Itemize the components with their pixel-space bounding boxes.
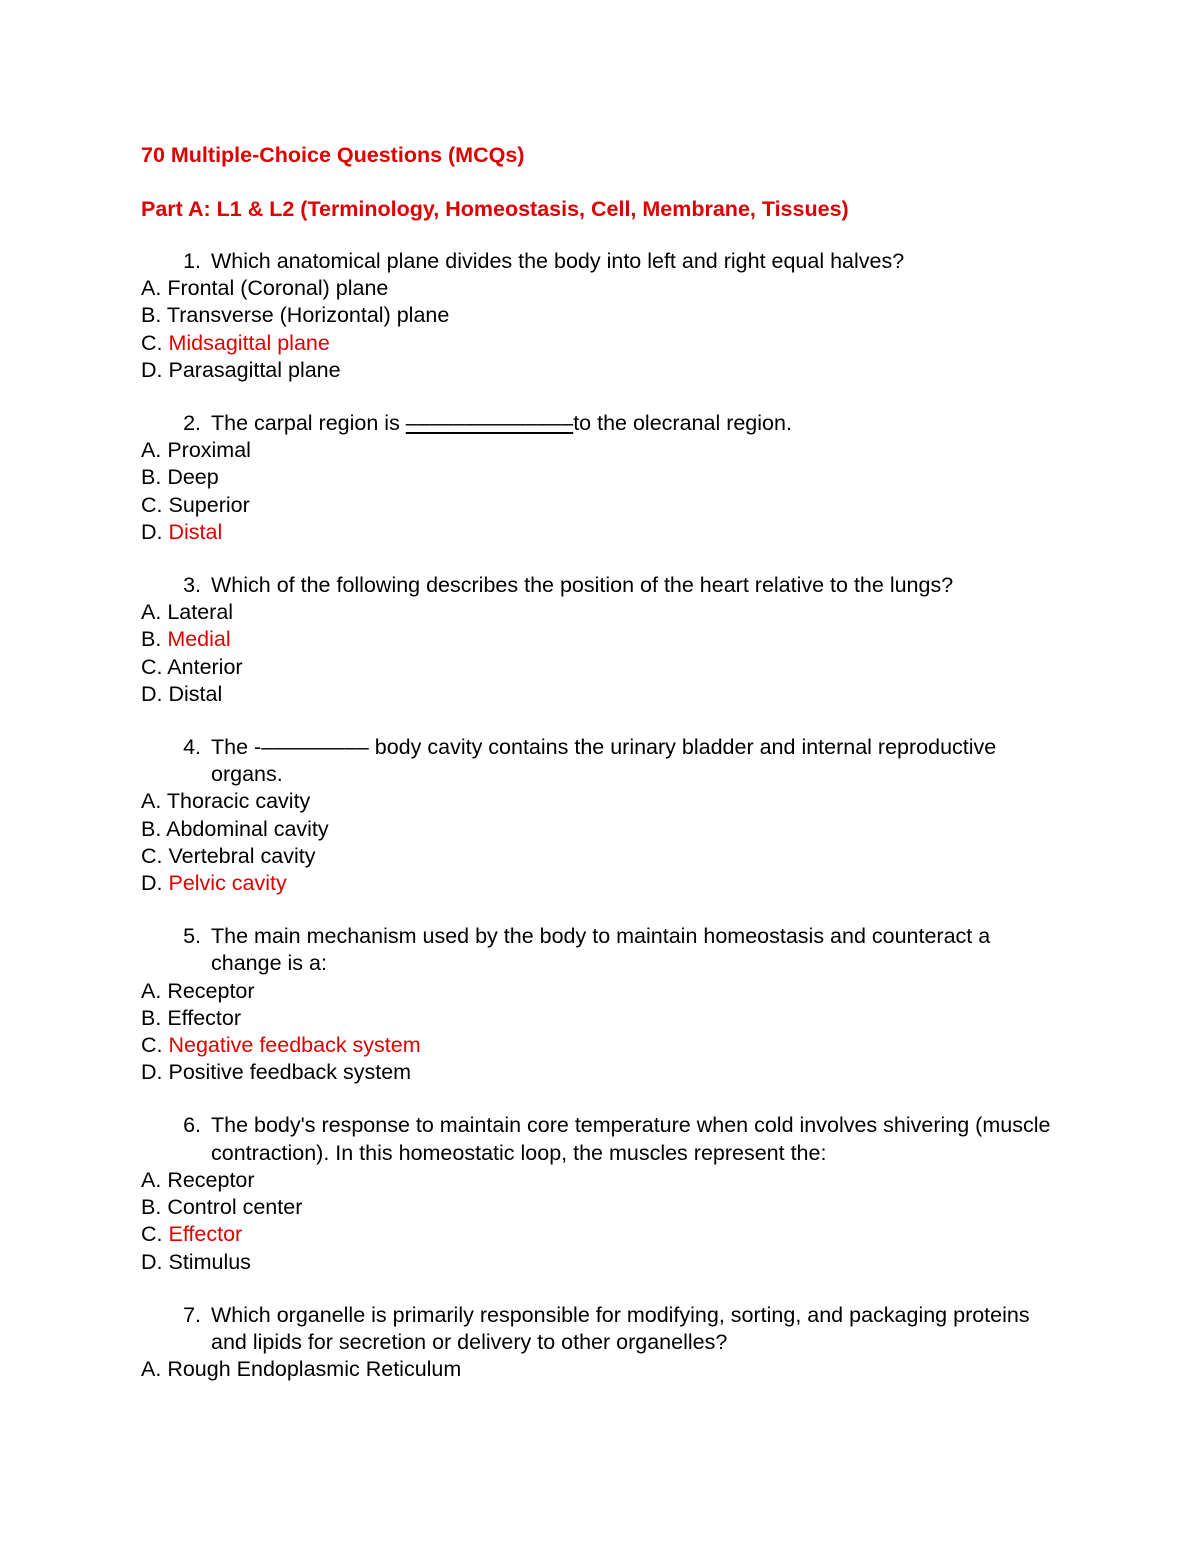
document-title: 70 Multiple-Choice Questions (MCQs) — [141, 143, 525, 167]
answer-option — [141, 1059, 1061, 1086]
fill-in-blank: –––––––––––––– — [405, 411, 574, 436]
question-stem — [141, 1302, 1061, 1356]
answer-option — [141, 1249, 1061, 1276]
correct-answer-text: Midsagittal plane — [168, 330, 330, 355]
option-text: Stimulus — [168, 1249, 251, 1274]
question-text — [211, 410, 1061, 437]
question-item — [141, 410, 1061, 546]
answer-option — [141, 816, 1061, 843]
option-letter: B. — [141, 465, 162, 490]
answer-option — [141, 1356, 1061, 1383]
option-letter: A. — [141, 600, 162, 625]
answer-option — [141, 599, 1061, 626]
correct-answer-text: Pelvic cavity — [168, 871, 287, 896]
question-item — [141, 1112, 1061, 1275]
answer-option — [141, 275, 1061, 302]
option-letter: D. — [141, 1060, 163, 1085]
option-letter: B. — [141, 816, 162, 841]
question-text-segment: Which anatomical plane divides the body into left and right equal halves? — [211, 249, 905, 273]
option-text: Parasagittal plane — [168, 357, 341, 382]
option-letter: B. — [141, 1195, 162, 1220]
answer-option — [141, 437, 1061, 464]
question-item — [141, 248, 1061, 384]
part-a-heading: Part A: L1 & L2 (Terminology, Homeostasis, Cell, Membrane, Tissues) — [141, 197, 849, 221]
question-text-segment: to the olecranal region. — [573, 411, 792, 436]
option-letter: D. — [141, 1249, 163, 1274]
option-text: Positive feedback system — [168, 1060, 412, 1085]
option-text: Anterior — [167, 654, 243, 679]
answer-option — [141, 788, 1061, 815]
option-letter: C. — [141, 492, 163, 517]
option-letter: A. — [141, 978, 162, 1003]
question-text-segment: The body's response to maintain core temperature when cold involves shivering (muscle contraction). In this homeostatic loop, the muscles represent the: — [211, 1113, 1051, 1165]
question-number: 7. — [183, 1302, 201, 1327]
question-item — [141, 1302, 1061, 1384]
option-text: Thoracic cavity — [166, 789, 311, 814]
option-letter: A. — [141, 1357, 162, 1382]
answer-option — [141, 681, 1061, 708]
option-text: Receptor — [167, 978, 255, 1003]
option-text: Abdominal cavity — [166, 816, 329, 841]
option-letter: B. — [141, 627, 162, 652]
question-number: 5. — [183, 924, 201, 949]
answer-option — [141, 843, 1061, 870]
option-text: Distal — [168, 681, 223, 706]
question-number: 6. — [183, 1113, 201, 1138]
answer-option — [141, 357, 1061, 384]
question-stem — [141, 1112, 1061, 1166]
option-text: Control center — [167, 1195, 303, 1220]
answer-option — [141, 978, 1061, 1005]
option-letter: A. — [141, 276, 162, 301]
option-text: Lateral — [167, 600, 234, 625]
question-stem — [141, 572, 1061, 599]
question-text — [211, 248, 1061, 275]
question-stem — [141, 923, 1061, 977]
document-page — [141, 140, 1061, 1409]
option-text: Receptor — [167, 1167, 255, 1192]
option-letter: D. — [141, 681, 163, 706]
option-letter: C. — [141, 330, 163, 355]
question-item — [141, 734, 1061, 897]
option-letter: A. — [141, 438, 162, 463]
answer-option — [141, 1005, 1061, 1032]
answer-option — [141, 519, 1061, 546]
option-text: Transverse (Horizontal) plane — [166, 303, 450, 328]
option-letter: C. — [141, 843, 163, 868]
question-text — [211, 734, 1061, 788]
correct-answer-text: Medial — [167, 627, 231, 652]
answer-option — [141, 1167, 1061, 1194]
option-letter: A. — [141, 789, 162, 814]
answer-option — [141, 492, 1061, 519]
option-letter: C. — [141, 654, 163, 679]
question-number: 3. — [183, 573, 201, 598]
question-number: 2. — [183, 411, 201, 436]
question-text — [211, 923, 1061, 977]
option-text: Superior — [168, 492, 250, 517]
question-text-segment: The carpal region is — [211, 411, 406, 436]
question-item — [141, 923, 1061, 1086]
question-stem — [141, 410, 1061, 437]
option-text: Effector — [167, 1005, 242, 1030]
correct-answer-text: Distal — [168, 519, 223, 544]
option-letter: C. — [141, 1222, 163, 1247]
option-letter: D. — [141, 357, 163, 382]
question-stem — [141, 734, 1061, 788]
correct-answer-text: Negative feedback system — [168, 1033, 421, 1058]
option-text: Frontal (Coronal) plane — [167, 276, 389, 301]
option-text: Deep — [167, 465, 219, 490]
question-text-segment: The main mechanism used by the body to maintain homeostasis and counteract a change is a: — [211, 924, 991, 976]
answer-option — [141, 302, 1061, 329]
option-text: Vertebral cavity — [168, 843, 316, 868]
question-text — [211, 1112, 1061, 1166]
answer-option — [141, 1221, 1061, 1248]
question-stem — [141, 248, 1061, 275]
question-text-segment: Which of the following describes the position of the heart relative to the lungs? — [211, 573, 954, 598]
option-letter: B. — [141, 303, 162, 328]
answer-option — [141, 626, 1061, 653]
answer-option — [141, 464, 1061, 491]
correct-answer-text: Effector — [168, 1222, 243, 1247]
answer-option — [141, 654, 1061, 681]
answer-option — [141, 870, 1061, 897]
option-letter: A. — [141, 1167, 162, 1192]
answer-option — [141, 1032, 1061, 1059]
question-number: 4. — [183, 735, 201, 760]
option-text: Proximal — [167, 438, 251, 463]
question-number: 1. — [183, 249, 201, 273]
question-text-segment: Which organelle is primarily responsible for modifying, sorting, and packaging proteins and lipids for secretion or delivery to other organelles? — [211, 1302, 1030, 1354]
option-text: Rough Endoplasmic Reticulum — [167, 1357, 462, 1382]
question-text — [211, 572, 1061, 599]
question-item — [141, 572, 1061, 708]
option-letter: D. — [141, 519, 163, 544]
question-list — [141, 248, 1061, 1383]
answer-option — [141, 1194, 1061, 1221]
option-letter: D. — [141, 871, 163, 896]
question-text — [211, 1302, 1061, 1356]
question-text-segment: The -––––––––– body cavity contains the urinary bladder and internal reproductive organs. — [211, 735, 997, 787]
option-letter: B. — [141, 1005, 162, 1030]
answer-option — [141, 330, 1061, 357]
option-letter: C. — [141, 1033, 163, 1058]
